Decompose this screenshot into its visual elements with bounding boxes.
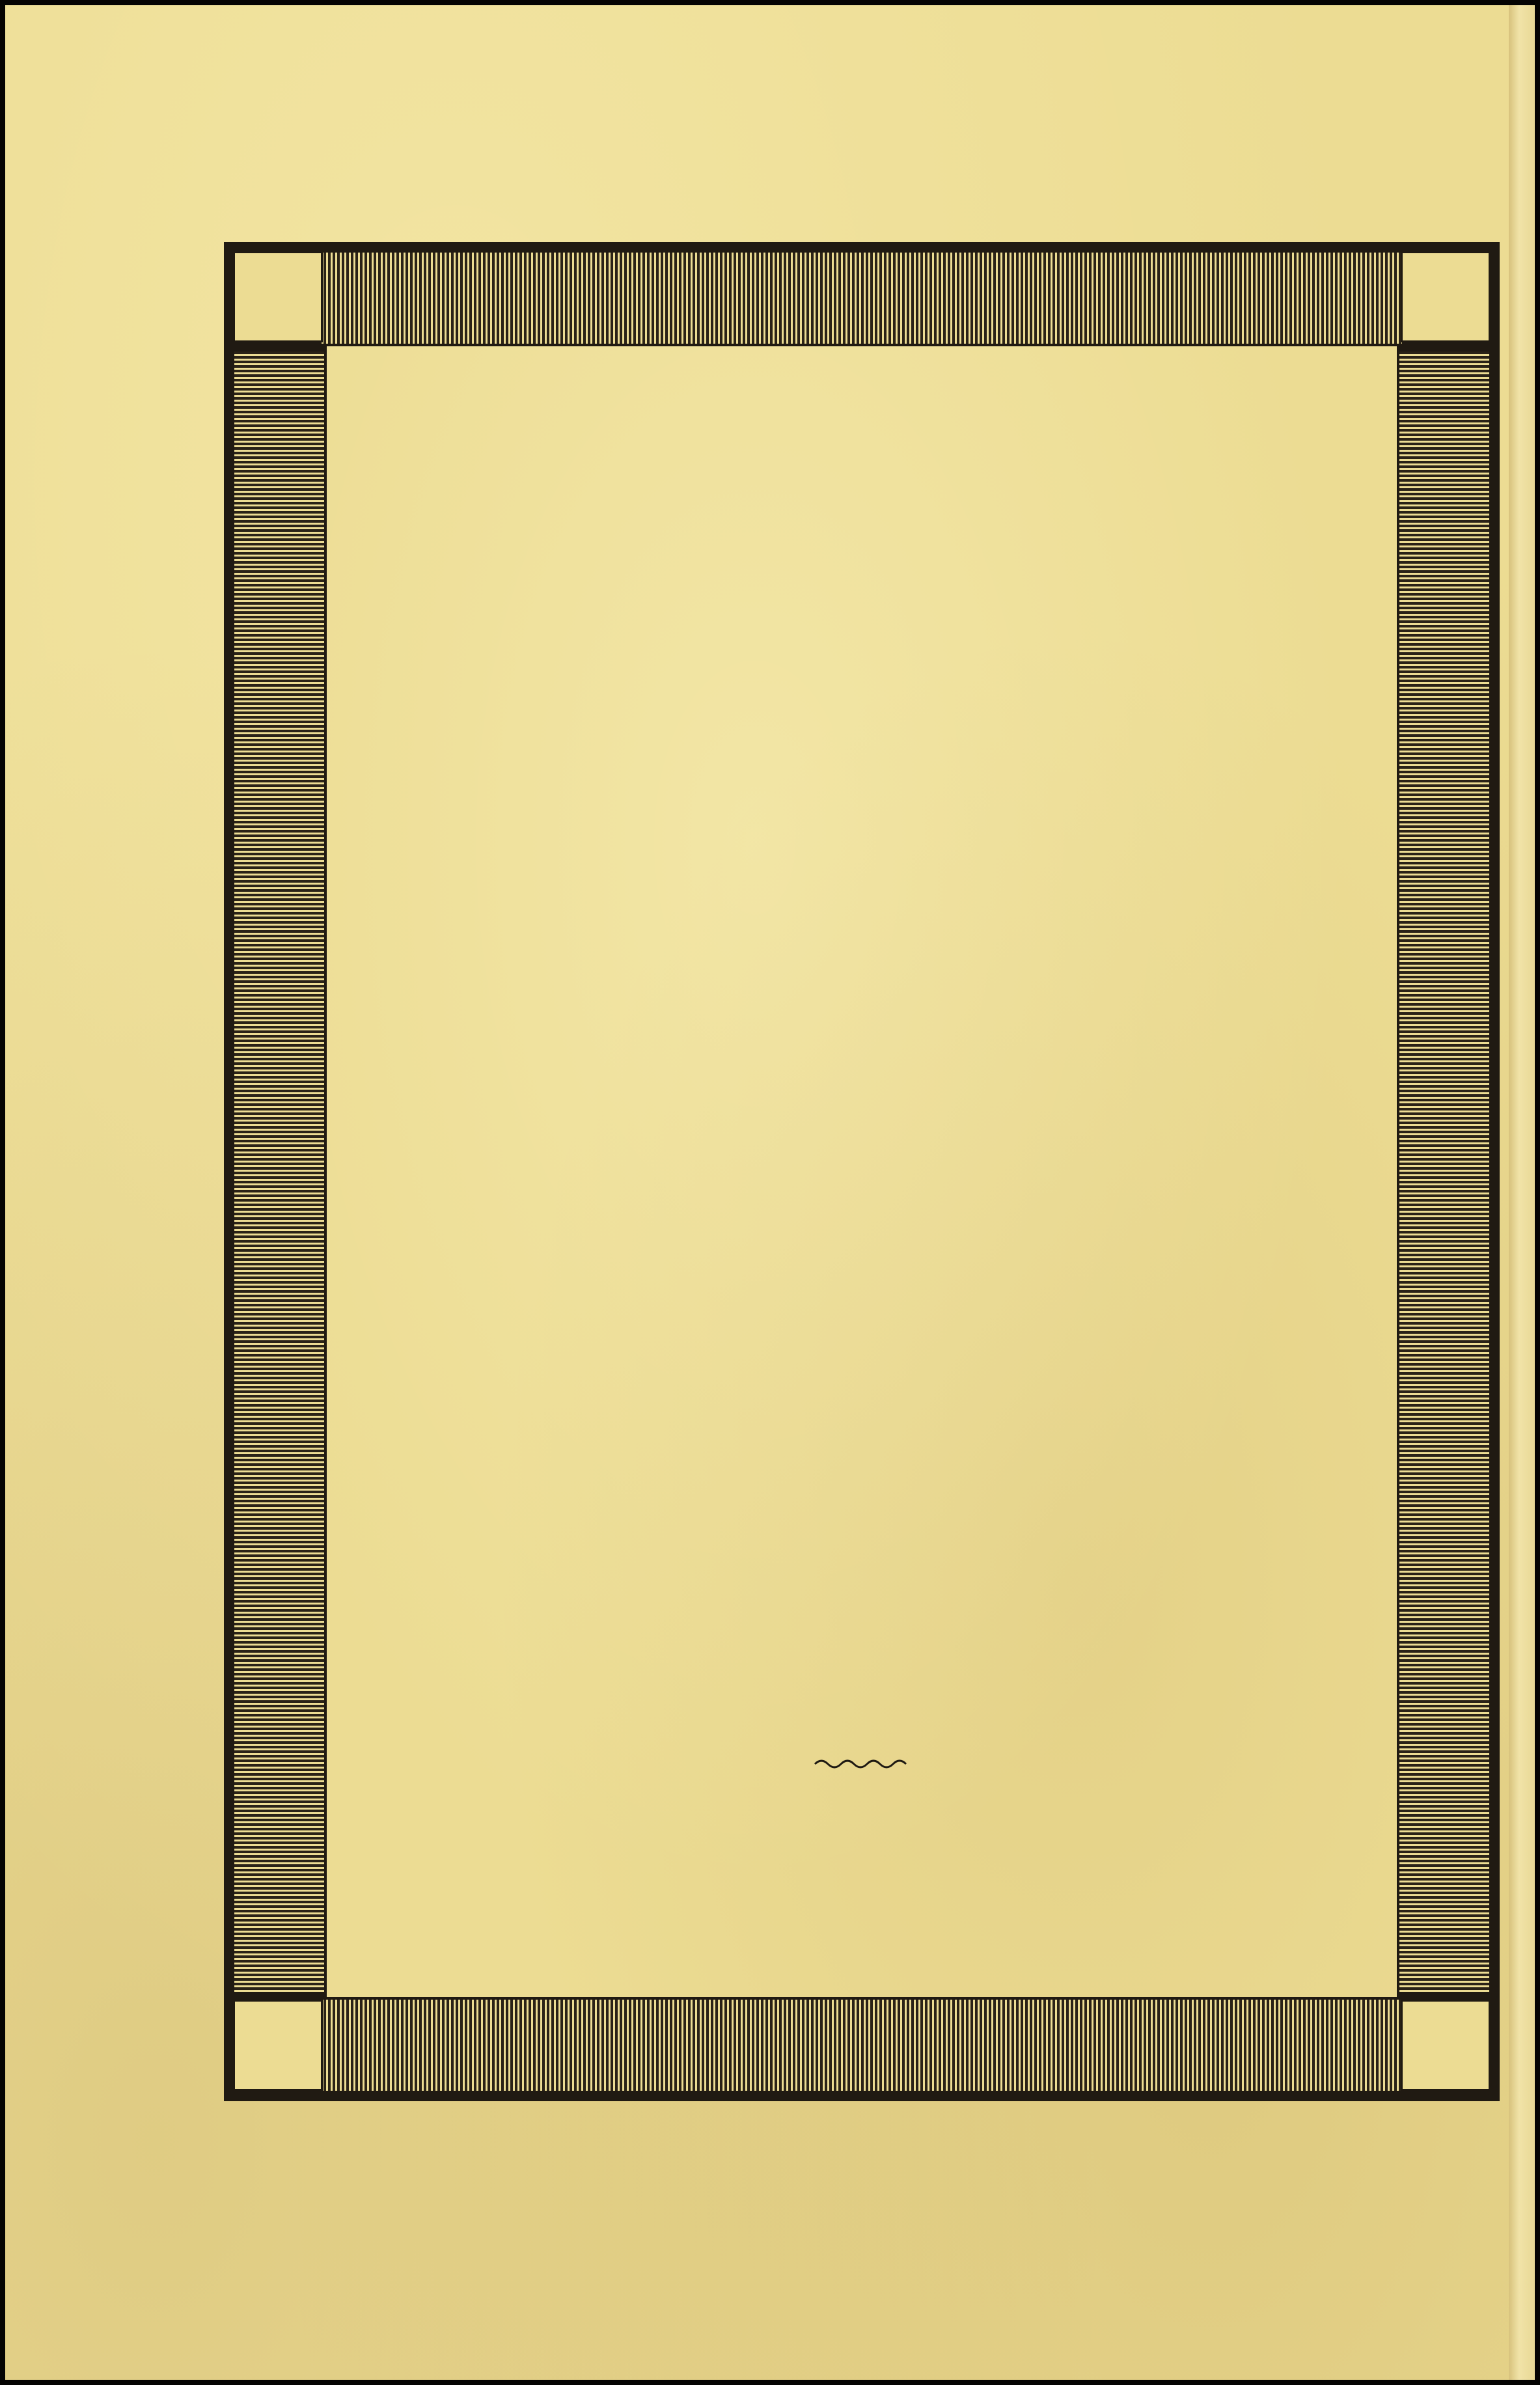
corner-rosette-icon [1401,251,1491,342]
frame-band-bottom [322,2000,1402,2091]
corner-rosette-icon [1401,2000,1491,2091]
squiggle-divider-icon [814,1756,911,1772]
corner-rosette-icon [233,2000,323,2091]
leaf-ornament-right [1399,352,1489,1992]
page-edge [1509,5,1535,2380]
frame-band-right [1399,352,1489,1992]
leaf-ornament-bottom [322,2000,1402,2091]
frame-band-top [322,253,1402,344]
leaf-ornament-top [322,253,1402,344]
corner-rosette-icon [233,251,323,342]
frame-band-left [234,352,324,1992]
publication-list [394,795,1319,914]
content-panel [324,344,1399,2000]
leaf-ornament-left [234,352,324,1992]
